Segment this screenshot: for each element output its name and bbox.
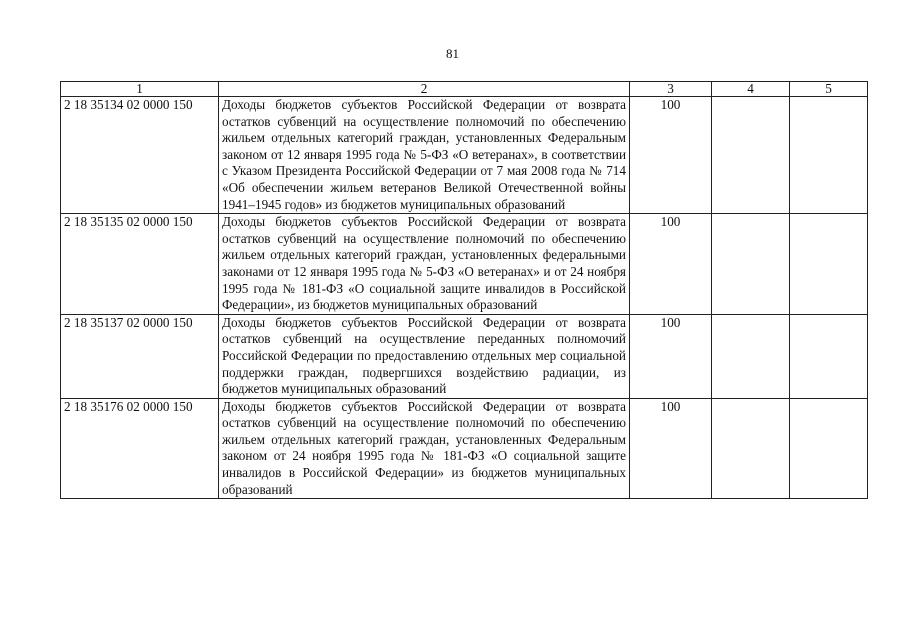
column-3-cell: 100: [630, 398, 712, 499]
column-5-cell: [790, 314, 868, 398]
revenue-description-cell: Доходы бюджетов субъектов Российской Федерации от возврата остатков субвенций на осуществление полномочий по обеспечению жильем отдельных категорий граждан, установленных Федеральным законом от 24 ноября 1995 года № 181-ФЗ «О социальной защите инвалидов в Российской Федерации» из бюджетов муниципальных образований: [219, 398, 630, 499]
column-3-cell: 100: [630, 214, 712, 315]
table-row: [61, 97, 868, 214]
column-5-cell: [790, 398, 868, 499]
table-row: [61, 214, 868, 315]
column-4-cell: [712, 97, 790, 214]
table-row: [61, 398, 868, 499]
column-4-cell: [712, 314, 790, 398]
column-4-cell: [712, 214, 790, 315]
budget-code-cell: 2 18 35135 02 0000 150: [61, 214, 219, 315]
revenue-description-cell: Доходы бюджетов субъектов Российской Федерации от возврата остатков субвенций на осуществление полномочий по обеспечению жильем отдельных категорий граждан, установленных федеральными законами от 12 января 1995 года № 5-ФЗ «О ветеранах» и от 24 ноября 1995 года № 181-ФЗ «О социальной защите инвалидов в Российской Федерации», из бюджетов муниципальных образований: [219, 214, 630, 315]
table-header-row: [61, 82, 868, 97]
column-5-cell: [790, 214, 868, 315]
table-row: [61, 314, 868, 398]
revenue-description-cell: Доходы бюджетов субъектов Российской Федерации от возврата остатков субвенций на осуществление полномочий по обеспечению жильем отдельных категорий граждан, установленных Федеральным законом от 12 января 1995 года № 5-ФЗ «О ветеранах», в соответствии с Указом Президента Российской Федерации от 7 мая 2008 года № 714 «Об обеспечении жильем ветеранов Великой Отечественной войны 1941–1945 годов» из бюджетов муниципальных образований: [219, 97, 630, 214]
revenue-codes-table: [60, 81, 868, 499]
column-header: 1: [61, 82, 219, 97]
column-header: 3: [630, 82, 712, 97]
column-5-cell: [790, 97, 868, 214]
budget-code-cell: 2 18 35137 02 0000 150: [61, 314, 219, 398]
column-header: 4: [712, 82, 790, 97]
column-header: 2: [219, 82, 630, 97]
column-3-cell: 100: [630, 97, 712, 214]
column-4-cell: [712, 398, 790, 499]
revenue-description-cell: Доходы бюджетов субъектов Российской Федерации от возврата остатков субвенций на осуществление переданных полномочий Российской Федерации по предоставлению отдельных мер социальной поддержки граждан, подвергшихся воздействию радиации, из бюджетов муниципальных образований: [219, 314, 630, 398]
column-3-cell: 100: [630, 314, 712, 398]
column-header: 5: [790, 82, 868, 97]
budget-code-cell: 2 18 35134 02 0000 150: [61, 97, 219, 214]
budget-code-cell: 2 18 35176 02 0000 150: [61, 398, 219, 499]
page-number: 81: [446, 46, 459, 61]
